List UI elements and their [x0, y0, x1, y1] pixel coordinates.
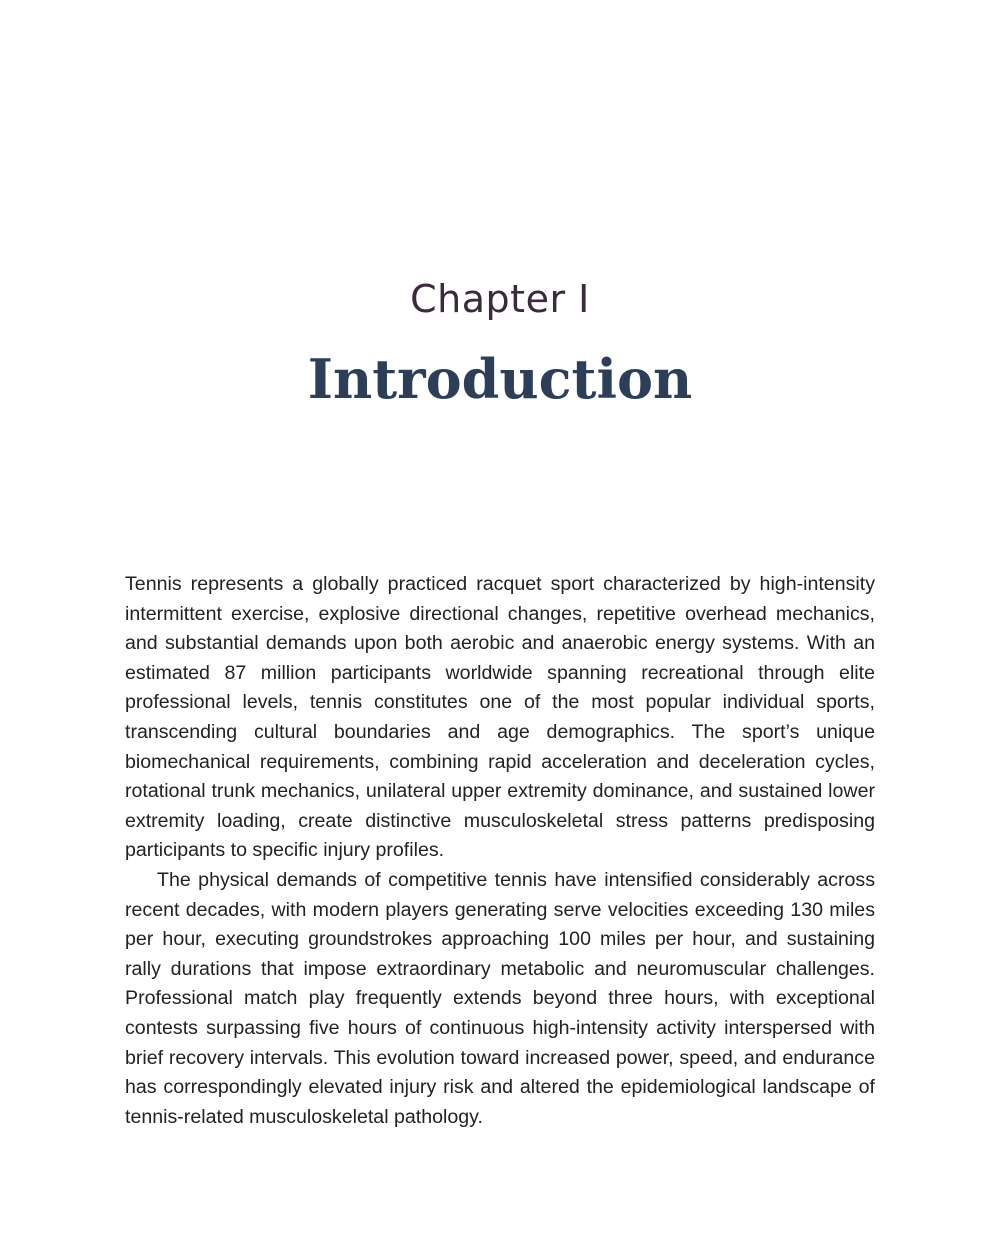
body-text — [125, 570, 875, 1132]
paragraph-2: The physical demands of competitive tennis have intensified considerably across recent decades, with modern players generating serve velocities exceeding 130 miles per hour, executing groundstrokes approaching 100 miles per hour, and sustaining rally durations that impose extraordinary metabolic and neuromuscular challenges. Professional match play frequently extends beyond three hours, with exceptional contests surpassing five hours of continuous high-intensity activity interspersed with brief recovery intervals. This evolution toward increased power, speed, and endurance has correspondingly elevated injury risk and altered the epidemiological landscape of tennis-related musculoskeletal pathology. — [125, 868, 875, 1128]
chapter-title: Introduction — [307, 347, 693, 411]
chapter-label: Chapter I — [410, 277, 590, 321]
paragraph-1: Tennis represents a globally practiced racquet sport characterized by high-intensity intermittent exercise, explosive directional changes, repetitive overhead mechanics, and substantial demands upon both aerobic and anaerobic energy systems. With an estimated 87 million participants worldwide spanning recreational through elite professional levels, tennis constitutes one of the most popular individual sports, transcending cultural boundaries and age demographics. The sport’s unique biomechanical requirements, combining rapid acceleration and deceleration cycles, rotational trunk mechanics, unilateral upper extremity dominance, and sustained lower extremity loading, create distinctive musculoskeletal stress patterns predisposing participants to specific injury profiles. — [125, 573, 875, 862]
